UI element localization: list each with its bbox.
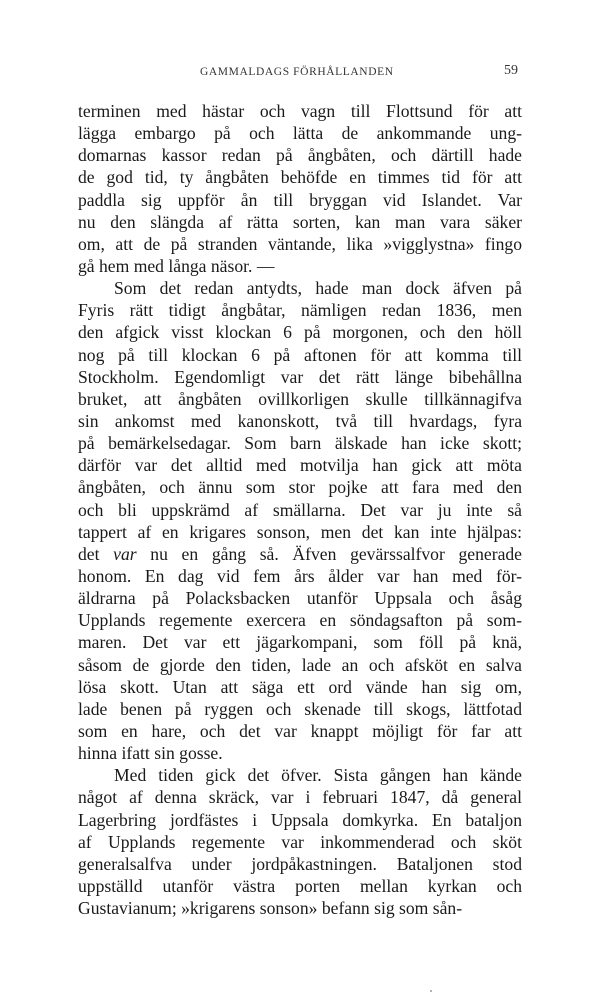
paragraph (78, 764, 522, 919)
text-line: nu den slängda af rätta sorten, kan man vara säker (78, 211, 522, 232)
text-line: som en hare, och det var knappt möjligt för far att (78, 720, 522, 741)
text-line: honom. En dag vid fem års ålder var han med för- (78, 565, 522, 586)
text-line: Gustavianum; »krigarens sonson» befann sig som sån- (78, 898, 463, 919)
text-line: nog på till klockan 6 på aftonen för att komma till (78, 344, 522, 365)
text-line: Lagerbring jordfästes i Uppsala domkyrka. En bataljon (78, 809, 522, 830)
text-line: Stockholm. Egendomligt var det rätt länge bibehållna (78, 366, 522, 387)
text-line: paddla sig uppför ån till bryggan vid Islandet. Var (78, 189, 522, 210)
text-run: nu en gång så. Äfven gevärssalfvor generade (136, 543, 522, 564)
text-line: domarnas kassor redan på ångbåten, och därtill hade (78, 145, 522, 166)
text-line: terminen med hästar och vagn till Flottsund för att (78, 101, 522, 121)
text-line: lade benen på ryggen och skenade till skogs, lättfotad (78, 698, 522, 719)
text-line: hinna ifatt sin gosse. (78, 743, 223, 764)
text-line: Med tiden gick det öfver. Sista gången han kände (114, 765, 522, 786)
text-line: bruket, att ångbåten ovillkorligen skulle tillkännagifva (78, 388, 522, 409)
body-text (78, 100, 522, 919)
text-line: ångbåten, och ännu som stor pojke att fara med den (78, 477, 522, 498)
text-line: och bli uppskrämd af smällarna. Det var ju inte så (78, 499, 522, 520)
text-line: något af denna skräck, var i februari 1847, då general (78, 787, 522, 808)
text-line: gå hem med långa näsor. — (78, 255, 275, 276)
text-line: därför var det alltid med motvilja han gick att möta (78, 455, 522, 476)
text-line: tappert af en krigares sonson, men det kan inte hjälpas: (78, 521, 522, 542)
text-line: Upplands regemente exercera en söndagsafton på som- (78, 610, 522, 631)
text-line: lösa skott. Utan att säga ett ord vände han sig om, (78, 676, 522, 697)
text-line: på bemärkelsedagar. Som barn älskade han icke skott; (78, 433, 522, 454)
text-line: maren. Det var ett jägarkompani, som föll på knä, (78, 632, 522, 653)
text-line: sin ankomst med kanonskott, två till hvardags, fyra (78, 410, 522, 431)
text-run: det (78, 543, 114, 564)
text-line: om, att de på stranden väntande, lika »vigglystna» fingo (78, 233, 522, 254)
text-line (78, 543, 522, 565)
text-line: af Upplands regemente var inkommenderad och sköt (78, 831, 522, 852)
running-title: GAMMALDAGS FÖRHÅLLANDEN (200, 66, 394, 78)
text-line: äldrarna på Polacksbacken utanför Uppsala och åsåg (78, 588, 522, 609)
text-line: den afgick visst klockan 6 på morgonen, och den höll (78, 322, 522, 343)
text-line: såsom de gjorde den tiden, lade an och afsköt en salva (78, 654, 522, 675)
paragraph (78, 277, 522, 764)
text-line: generalsalfva under jordpåkastningen. Bataljonen stod (78, 853, 522, 874)
emphasis: var (113, 543, 137, 564)
text-line: uppställd utanför västra porten mellan kyrkan och (78, 875, 522, 896)
page-number: 59 (504, 63, 518, 78)
text-line: Fyris rätt tidigt ångbåtar, nämligen redan 1836, men (78, 300, 522, 321)
paragraph (78, 100, 522, 277)
text-line: de god tid, ty ångbåten behöfde en timmes tid för att (78, 167, 522, 188)
paper-speck (430, 990, 432, 992)
text-line: Som det redan antydts, hade man dock äfven på (114, 278, 522, 299)
text-line: lägga embargo på och lätta de ankommande ung- (78, 123, 522, 144)
